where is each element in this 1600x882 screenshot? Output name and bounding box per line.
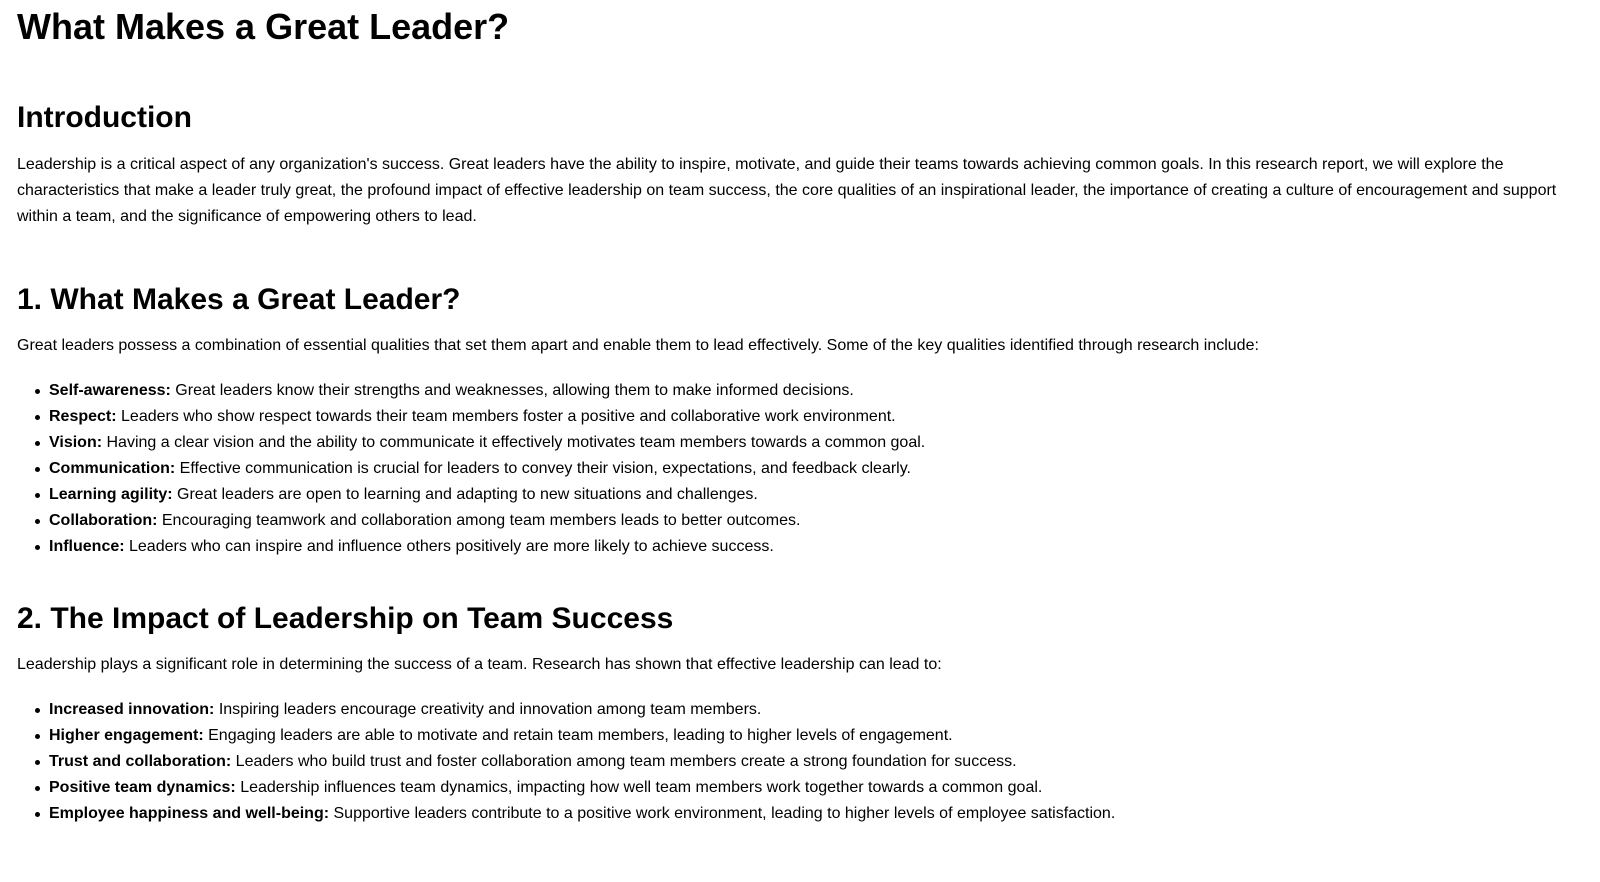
section2-paragraph: Leadership plays a significant role in determining the success of a team. Research has shown that effective leadership can lead to: — [17, 656, 942, 673]
list-item-term: Respect: — [49, 408, 117, 425]
list-item — [49, 378, 1583, 404]
list-item-text: Leaders who build trust and foster collaboration among team members create a strong foundation for success. — [231, 753, 1017, 770]
list-item-text: Supportive leaders contribute to a positive work environment, leading to higher levels of employee satisfaction. — [329, 805, 1116, 822]
list-item-text: Great leaders know their strengths and weaknesses, allowing them to make informed decisions. — [170, 382, 854, 399]
list-item-text: Leaders who show respect towards their team members foster a positive and collaborative work environment. — [116, 408, 896, 425]
section1-paragraph: Great leaders possess a combination of essential qualities that set them apart and enable them to lead effectively. Some of the key qualities identified through research include: — [17, 337, 1259, 354]
list-item — [49, 697, 1583, 723]
list-item-text: Encouraging teamwork and collaboration among team members leads to better outcomes. — [157, 512, 801, 529]
list-item-term: Employee happiness and well-being: — [49, 805, 330, 822]
list-item — [49, 482, 1583, 508]
document-page — [0, 6, 1600, 827]
list-item-text: Having a clear vision and the ability to communicate it effectively motivates team members towards a common goal. — [102, 434, 926, 451]
list-item-term: Learning agility: — [49, 486, 173, 503]
intro-paragraph: Leadership is a critical aspect of any organization's success. Great leaders have the ability to inspire, motivate, and guide their teams towards achieving common goals. In this research report, we will explore the characteristics that make a leader truly great, the profound impact of effective leadership on team success, the core qualities of an inspirational leader, the importance of creating a culture of encouragement and support within a team, and the significance of empowering others to lead. — [17, 156, 1557, 225]
list-item — [49, 801, 1583, 827]
list-item-text: Leadership influences team dynamics, impacting how well team members work together towards a common goal. — [235, 779, 1043, 796]
list-item-term: Positive team dynamics: — [49, 779, 236, 796]
section2-list — [17, 697, 1583, 827]
list-item — [49, 749, 1583, 775]
list-item-text: Inspiring leaders encourage creativity and innovation among team members. — [214, 701, 762, 718]
list-item-text: Leaders who can inspire and influence others positively are more likely to achieve success. — [124, 538, 774, 555]
list-item — [49, 534, 1583, 560]
list-item-term: Higher engagement: — [49, 727, 204, 744]
section1-list — [17, 378, 1583, 560]
list-item-term: Collaboration: — [49, 512, 158, 529]
list-item-text: Engaging leaders are able to motivate and retain team members, leading to higher levels of engagement. — [203, 727, 953, 744]
section1-heading: 1. What Makes a Great Leader? — [17, 283, 461, 316]
page-title: What Makes a Great Leader? — [17, 6, 510, 47]
list-item — [49, 775, 1583, 801]
list-item — [49, 723, 1583, 749]
list-item-term: Trust and collaboration: — [49, 753, 232, 770]
list-item — [49, 456, 1583, 482]
list-item — [49, 430, 1583, 456]
list-item-text: Effective communication is crucial for leaders to convey their vision, expectations, and feedback clearly. — [175, 460, 911, 477]
list-item-term: Increased innovation: — [49, 701, 215, 718]
list-item — [49, 508, 1583, 534]
list-item-term: Vision: — [49, 434, 103, 451]
list-item-text: Great leaders are open to learning and adapting to new situations and challenges. — [172, 486, 758, 503]
section2-heading: 2. The Impact of Leadership on Team Success — [17, 602, 674, 635]
list-item-term: Communication: — [49, 460, 176, 477]
list-item-term: Self-awareness: — [49, 382, 171, 399]
list-item — [49, 404, 1583, 430]
list-item-term: Influence: — [49, 538, 125, 555]
intro-heading: Introduction — [17, 101, 192, 134]
